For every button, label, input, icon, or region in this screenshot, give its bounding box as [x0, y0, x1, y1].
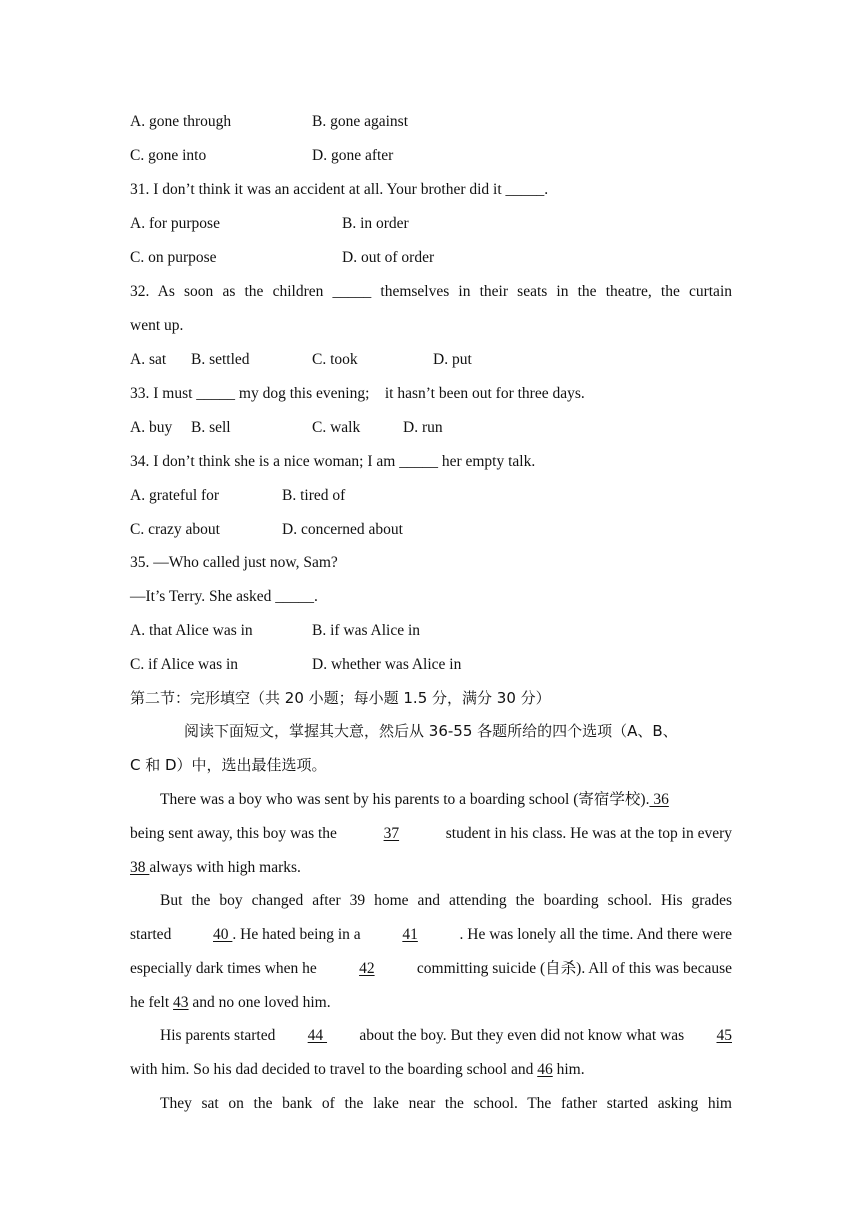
q34-stem: 34. I don’t think she is a nice woman; I am _____ her empty talk.: [130, 453, 536, 470]
q35-stem-line-2: —It’s Terry. She asked _____.: [130, 588, 318, 605]
passage-p1-line-2: [130, 824, 732, 844]
passage-p2-line-4: [130, 993, 331, 1013]
q30-option-c: C. gone into: [130, 147, 207, 164]
passage-p2-line-2: [130, 925, 732, 945]
passage-text: student in his class. He was at the top in every: [445, 825, 732, 842]
passage-p2-line-3: [130, 959, 732, 979]
blank-38: 38: [130, 859, 150, 876]
q31-option-c: C. on purpose: [130, 249, 217, 266]
q33-option-b: B. sell: [191, 419, 231, 436]
q34-option-b: B. tired of: [282, 487, 346, 504]
blank-45: 45: [716, 1027, 732, 1044]
passage-text: especially dark times when he: [130, 960, 317, 977]
blank-37: 37: [383, 825, 400, 842]
q35-option-c: C. if Alice was in: [130, 656, 239, 673]
passage-text: and no one loved him.: [192, 994, 331, 1011]
section-heading: 第二节：完形填空（共 20 小题；每小题 1.5 分，满分 30 分）: [130, 689, 551, 707]
passage-p4-line-1: They sat on the bank of the lake near the school. The father started asking him: [160, 1095, 732, 1112]
passage-text: always with high marks.: [149, 859, 301, 876]
passage-text: . He was lonely all the time. And there were: [459, 926, 732, 943]
passage-text: started: [130, 926, 172, 943]
blank-40: 40: [213, 926, 233, 943]
blank-46: 46: [537, 1061, 553, 1078]
q30-option-b: B. gone against: [312, 113, 408, 130]
q31-option-a: A. for purpose: [130, 215, 220, 232]
passage-text: about the boy. But they even did not know what was: [359, 1027, 685, 1044]
blank-44: 44: [307, 1027, 328, 1044]
q34-option-c: C. crazy about: [130, 521, 220, 538]
q34-option-d: D. concerned about: [282, 521, 403, 538]
passage-text: him.: [556, 1061, 585, 1078]
section-instruction-line-2: C 和 D）中，选出最佳选项。: [130, 756, 327, 774]
q35-option-d: D. whether was Alice in: [312, 656, 462, 673]
passage-text: There was a boy who was sent by his parents to a boarding school (寄宿学校).: [160, 791, 650, 808]
q34-option-a: A. grateful for: [130, 487, 220, 504]
q33-option-c: C. walk: [312, 419, 361, 436]
blank-41: 41: [402, 926, 418, 943]
q30-option-d: D. gone after: [312, 147, 394, 164]
q31-option-b: B. in order: [342, 215, 409, 232]
passage-text: . He hated being in a: [232, 926, 361, 943]
section-instruction-line-1: 阅读下面短文，掌握其大意，然后从 36-55 各题所给的四个选项（A、B、: [184, 722, 678, 740]
q32-stem-line-2: went up.: [130, 317, 184, 334]
blank-43: 43: [173, 994, 189, 1011]
passage-p3-line-1: [160, 1026, 732, 1046]
q35-stem-line-1: 35. —Who called just now, Sam?: [130, 554, 338, 571]
q30-option-a: A. gone through: [130, 113, 232, 130]
passage-p3-line-2: [130, 1060, 585, 1080]
q32-option-c: C. took: [312, 351, 358, 368]
q32-stem-line-1: [130, 282, 732, 302]
q31-option-d: D. out of order: [342, 249, 435, 266]
blank-42: 42: [359, 960, 375, 977]
q33-option-a: A. buy: [130, 419, 173, 436]
passage-text: he felt: [130, 994, 170, 1011]
passage-text: with him. So his dad decided to travel to the boarding school and: [130, 1061, 534, 1078]
q35-option-a: A. that Alice was in: [130, 622, 253, 639]
q32-option-a: A. sat: [130, 351, 167, 368]
blank-36: 36: [649, 791, 669, 808]
passage-text: committing suicide (自杀). All of this was because: [416, 960, 732, 977]
q33-option-d: D. run: [403, 419, 443, 436]
passage-p1-line-1: [160, 790, 669, 810]
passage-text: being sent away, this boy was the: [130, 825, 337, 842]
q32-stem-text: 32. As soon as the children _____ themselves in their seats in the theatre, the curtain: [130, 283, 732, 300]
q32-option-d: D. put: [433, 351, 472, 368]
q31-stem: 31. I don’t think it was an accident at all. Your brother did it _____.: [130, 181, 549, 198]
passage-p2-line-1: But the boy changed after 39 home and attending the boarding school. His grades: [160, 892, 732, 909]
q33-stem: 33. I must _____ my dog this evening; it hasn’t been out for three days.: [130, 385, 585, 402]
q35-option-b: B. if was Alice in: [312, 622, 421, 639]
passage-text: His parents started: [160, 1027, 276, 1044]
passage-p1-line-3: [130, 858, 301, 878]
q32-option-b: B. settled: [191, 351, 250, 368]
